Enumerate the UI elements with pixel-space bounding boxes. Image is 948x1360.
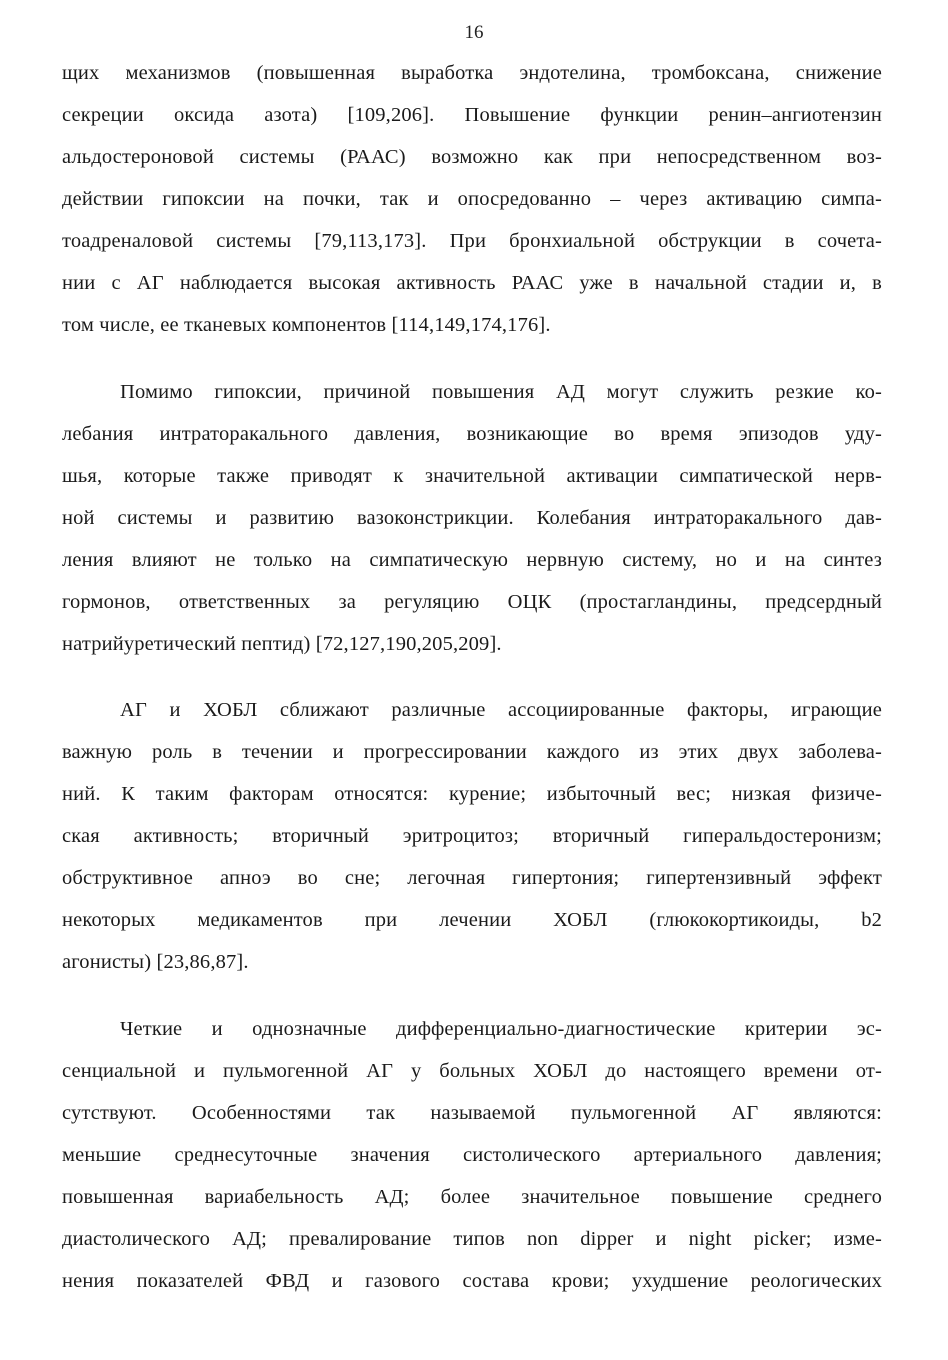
text-line: щих механизмов (повышенная выработка эндотелина, тромбоксана, снижение xyxy=(62,62,882,84)
text-line: диастолического АД; превалирование типов non dipper и night picker; изме- xyxy=(62,1228,882,1250)
text-line: некоторых медикаментов при лечении ХОБЛ (глюкокортикоиды, b2 xyxy=(62,909,882,931)
paragraph-1 xyxy=(62,52,882,346)
text-line: АГ и ХОБЛ сближают различные ассоциированные факторы, играющие xyxy=(120,699,882,721)
text-line: шья, которые также приводят к значительной активации симпатической нерв- xyxy=(62,465,882,487)
text-line: ной системы и развитию вазоконстрикции. Колебания интраторакального дав- xyxy=(62,507,882,529)
text-line: лебания интраторакального давления, возникающие во время эпизодов уду- xyxy=(62,423,882,445)
text-line: нии с АГ наблюдается высокая активность РААС уже в начальной стадии и, в xyxy=(62,272,882,294)
text-line: нения показателей ФВД и газового состава крови; ухудшение реологических xyxy=(62,1270,882,1292)
text-line: натрийуретический пептид) [72,127,190,205,209]. xyxy=(62,633,502,655)
text-line: действии гипоксии на почки, так и опосредованно – через активацию симпа- xyxy=(62,188,882,210)
text-line: альдостероновой системы (РААС) возможно как при непосредственном воз- xyxy=(62,146,882,168)
text-line: том числе, ее тканевых компонентов [114,149,174,176]. xyxy=(62,314,551,336)
text-line: секреции оксида азота) [109,206]. Повышение функции ренин–ангиотензин xyxy=(62,104,882,126)
paragraph-3 xyxy=(62,689,882,983)
text-line: меньшие среднесуточные значения систолического артериального давления; xyxy=(62,1144,882,1166)
text-line: ний. К таким факторам относятся: курение; избыточный вес; низкая физиче- xyxy=(62,783,882,805)
text-line: гормонов, ответственных за регуляцию ОЦК (простагландины, предсердный xyxy=(62,591,882,613)
text-line: сутствуют. Особенностями так называемой пульмогенной АГ являются: xyxy=(62,1102,882,1124)
text-line: ления влияют не только на симпатическую нервную систему, но и на синтез xyxy=(62,549,882,571)
text-line: повышенная вариабельность АД; более значительное повышение среднего xyxy=(62,1186,882,1208)
paragraph-2 xyxy=(62,371,882,665)
text-line: Помимо гипоксии, причиной повышения АД могут служить резкие ко- xyxy=(120,381,882,403)
page-number: 16 xyxy=(464,22,484,43)
text-line: важную роль в течении и прогрессировании каждого из этих двух заболева- xyxy=(62,741,882,763)
text-line: Четкие и однозначные дифференциально-диагностические критерии эс- xyxy=(120,1018,882,1040)
text-line: обструктивное апноэ во сне; легочная гипертония; гипертензивный эффект xyxy=(62,867,882,889)
paragraph-4 xyxy=(62,1008,882,1302)
text-line: сенциальной и пульмогенной АГ у больных ХОБЛ до настоящего времени от- xyxy=(62,1060,882,1082)
text-line: ская активность; вторичный эритроцитоз; вторичный гиперальдостеронизм; xyxy=(62,825,882,847)
text-line: тоадреналовой системы [79,113,173]. При бронхиальной обструкции в сочета- xyxy=(62,230,882,252)
text-line: агонисты) [23,86,87]. xyxy=(62,951,249,973)
